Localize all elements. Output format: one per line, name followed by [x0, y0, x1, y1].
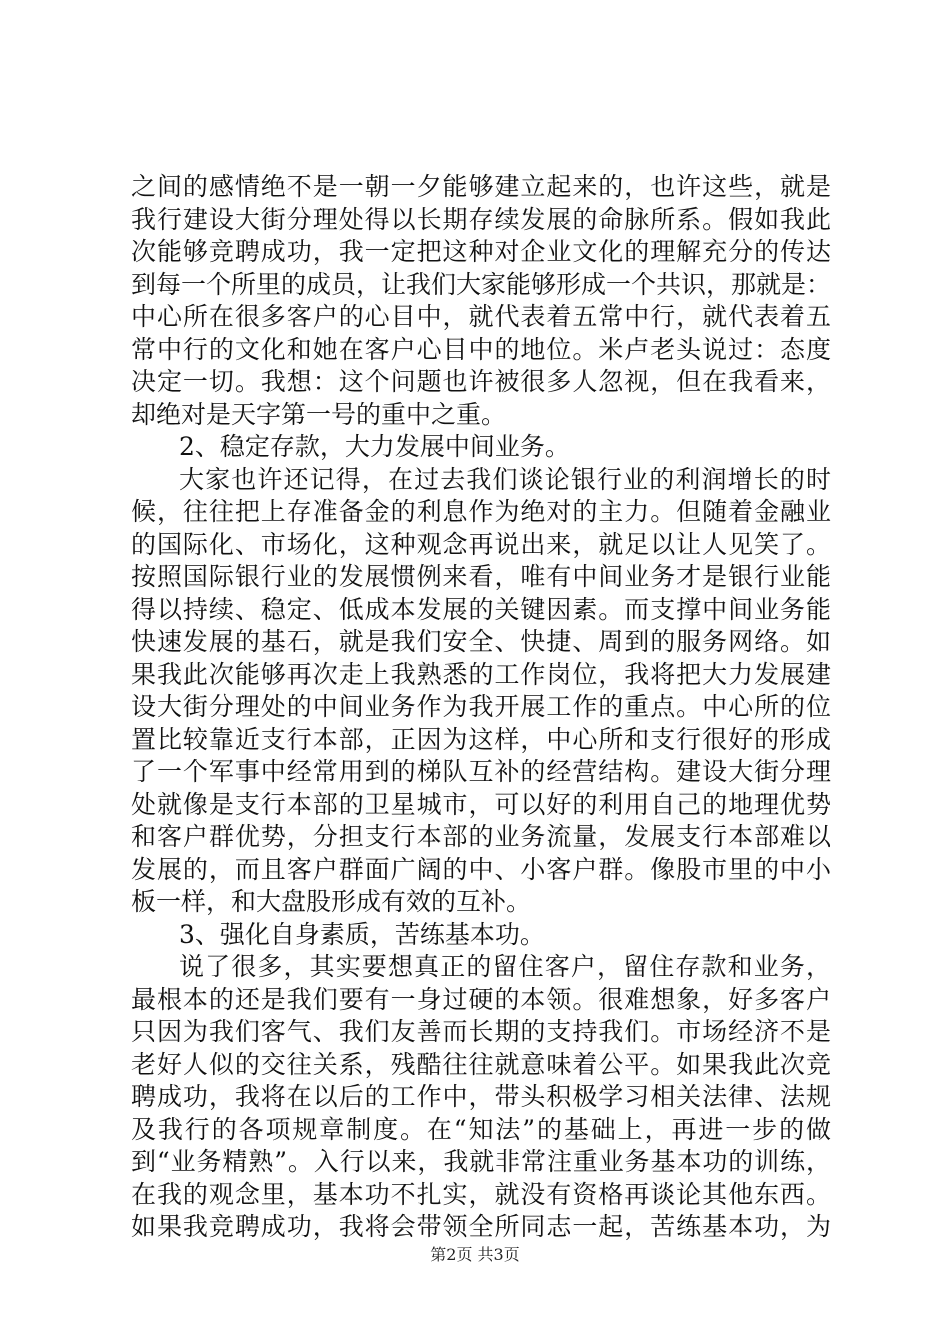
text-line: 大家也许还记得，在过去我们谈论银行业的利润增长的时 [179, 464, 831, 494]
text-line: 却绝对是天字第一号的重中之重。 [131, 399, 507, 429]
text-line: 到“业务精熟”。入行以来，我就非常注重业务基本功的训练， [131, 1147, 831, 1176]
text-line: 的国际化、市场化，这种观念再说出来，就足以让人见笑了。 [131, 529, 831, 559]
text-line: 到每一个所里的成员，让我们大家能够形成一个共识，那就是： [131, 269, 832, 299]
text-line: 得以持续、稳定、低成本发展的关键因素。而支撑中间业务能 [131, 594, 831, 624]
text-line: 在我的观念里，基本功不扎实，就没有资格再谈论其他东西。 [131, 1179, 831, 1209]
text-line: 和客户群优势，分担支行本部的业务流量，发展支行本部难以 [131, 822, 831, 851]
text-line: 按照国际银行业的发展惯例来看，唯有中间业务才是银行业能 [131, 562, 831, 591]
text-line: 设大街分理处的中间业务作为我开展工作的重点。中心所的位 [131, 692, 831, 721]
text-line: 快速发展的基石，就是我们安全、快捷、周到的服务网络。如 [131, 627, 831, 656]
text-line: 了一个军事中经常用到的梯队互补的经营结构。建设大街分理 [131, 757, 831, 786]
text-line: 次能够竞聘成功，我一定把这种对企业文化的理解充分的传达 [131, 237, 831, 266]
text-line: 处就像是支行本部的卫星城市，可以好的利用自己的地理优势 [131, 789, 831, 819]
text-line: 2、稳定存款，大力发展中间业务。 [179, 432, 570, 461]
text-line: 果我此次能够再次走上我熟悉的工作岗位，我将把大力发展建 [131, 659, 831, 689]
body-text [131, 171, 831, 1244]
text-line: 板一样，和大盘股形成有效的互补。 [131, 887, 532, 916]
text-line: 说了很多，其实要想真正的留住客户，留住存款和业务， [179, 952, 831, 981]
text-line: 常中行的文化和她在客户心目中的地位。米卢老头说过：态度 [131, 334, 831, 364]
text-line: 之间的感情绝不是一朝一夕能够建立起来的，也许这些，就是 [131, 172, 831, 201]
text-line: 只因为我们客气、我们友善而长期的支持我们。市场经济不是 [131, 1017, 831, 1046]
text-line: 发展的，而且客户群面广阔的中、小客户群。像股市里的中小 [131, 854, 831, 884]
text-line: 候，往往把上存准备金的利息作为绝对的主力。但随着金融业 [131, 497, 831, 526]
text-line: 中心所在很多客户的心目中，就代表着五常中行，就代表着五 [131, 302, 831, 331]
text-line: 聘成功，我将在以后的工作中，带头积极学习相关法律、法规 [131, 1082, 831, 1111]
text-line: 决定一切。我想：这个问题也许被很多人忽视，但在我看来， [131, 367, 831, 396]
text-line: 最根本的还是我们要有一身过硬的本领。很难想象，好多客户 [131, 984, 831, 1014]
text-line: 如果我竞聘成功，我将会带领全所同志一起，苦练基本功，为 [131, 1212, 831, 1241]
text-line: 3、强化自身素质，苦练基本功。 [179, 919, 545, 949]
text-line: 我行建设大街分理处得以长期存续发展的命脉所系。假如我此 [131, 204, 831, 234]
text-line: 置比较靠近支行本部，正因为这样，中心所和支行很好的形成 [131, 724, 831, 754]
text-line: 老好人似的交往关系，残酷往往就意味着公平。如果我此次竞 [131, 1049, 831, 1079]
text-line: 及我行的各项规章制度。在“知法”的基础上，再进一步的做 [131, 1114, 831, 1144]
page-footer: 第2页 共3页 [430, 1245, 520, 1264]
